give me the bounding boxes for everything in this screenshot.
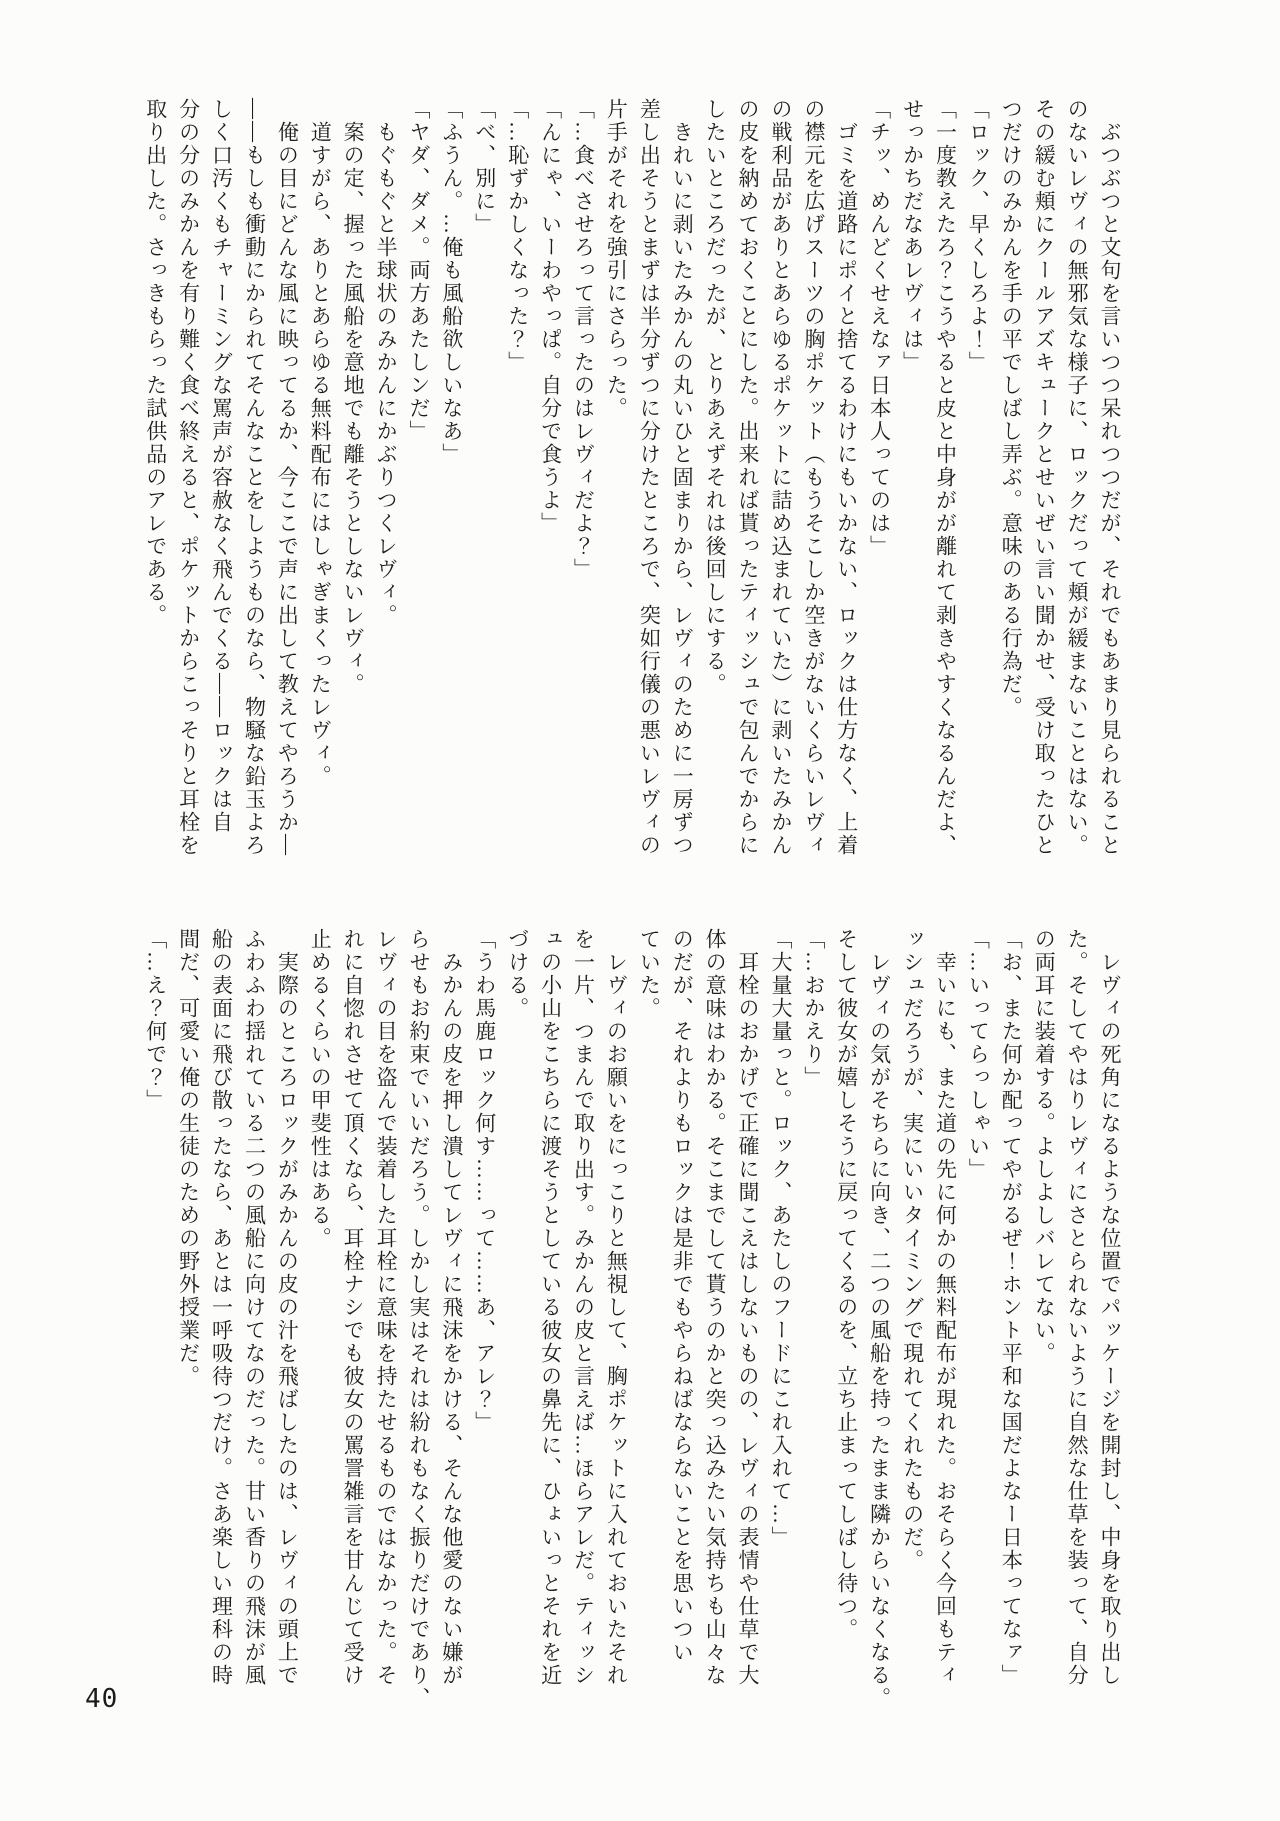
text-line: 止めるくらいの甲斐性はある。: [308, 928, 333, 1250]
text-line: 「ふうん。…俺も風船欲しいなあ」: [439, 98, 464, 466]
text-line: た。そしてやはりレヴィにさとられないように自然な仕草を装って、自分: [1065, 928, 1090, 1687]
text-line: 俺の目にどんな風に映ってるか、今ここで声に出して教えてやろうか―: [275, 98, 300, 857]
text-line: ふわふわ揺れている二つの風船に向けてなのだった。甘い香りの飛沫が風: [242, 928, 267, 1687]
text-line: 「ヤダ、ダメ。両方あたしンだ」: [406, 98, 431, 443]
text-line: 道すがら、ありとあらゆる無料配布にはしゃぎまくったレヴィ。: [308, 98, 333, 788]
text-line: の襟元を広げスーツの胸ポケット（もうそこしか空きがないくらいレヴィ: [801, 98, 826, 857]
text-line: 体の意味はわかる。そこまでして貰うのかと突っ込みたい気持ちも山々な: [703, 928, 728, 1687]
text-line: 「チッ、めんどくせえなァ日本人ってのは」: [867, 98, 892, 558]
text-line: 「…恥ずかしくなった？」: [505, 98, 530, 374]
text-line: しく口汚くもチャーミングな罵声が容赦なく飛んでくる――ロックは自: [209, 98, 234, 834]
text-line: 「…おかえり」: [801, 928, 826, 1089]
text-line: 実際のところロックがみかんの皮の汁を飛ばしたのは、レヴィの頭上で: [275, 928, 300, 1687]
text-line: の両耳に装着する。よしよしバレてない。: [1032, 928, 1057, 1365]
text-line: 片手がそれを強引にさらった。: [604, 98, 629, 420]
text-line: せっかちだなあレヴィは」: [900, 98, 925, 374]
page-number: 40: [85, 1684, 119, 1714]
text-line: レヴィの目を盗んで装着した耳栓に意味を持たせるものではなかった。そ: [374, 928, 399, 1687]
text-line: れに自惚れさせて頂くなら、耳栓ナシでも彼女の罵詈雑言を甘んじて受け: [341, 928, 366, 1687]
text-line: レヴィのお願いをにっこりと無視して、胸ポケットに入れておいたそれ: [604, 928, 629, 1687]
text-line: 「うわ馬鹿ロック何す……って……あ、アレ？」: [472, 928, 497, 1434]
text-line: つだけのみかんを手の平でしばし弄ぶ。意味のある行為だ。: [999, 98, 1024, 719]
text-line: の戦利品がありとあらゆるポケットに詰め込まれていた）に剥いたみかん: [768, 98, 793, 857]
text-line: のだが、それよりもロックは是非でもやらねばならないことを思いつい: [670, 928, 695, 1664]
text-line: 間だ、可愛い俺の生徒のための野外授業だ。: [176, 928, 201, 1388]
top-text-block: [139, 98, 1126, 912]
text-line: ュの小山をこちらに渡そうとしている彼女の鼻先に、ひょいっとそれを近: [538, 928, 563, 1687]
text-line: ぶつぶつと文句を言いつつ呆れつつだが、それでもあまり見られること: [1098, 98, 1122, 857]
text-line: 「…いってらっしゃい」: [966, 928, 991, 1181]
text-line: 「ロック、早くしろよ！」: [966, 98, 991, 374]
text-line: 取り出した。さっきもらった試供品のアレである。: [143, 98, 168, 627]
text-line: したいところだったが、とりあえずそれは後回しにする。: [703, 98, 728, 696]
text-line: 差し出そうとまずは半分ずつに分けたところで、突如行儀の悪いレヴィの: [637, 98, 662, 857]
text-line: 「…食べさせろって言ったのはレヴィだよ？」: [571, 98, 596, 581]
text-line: づける。: [505, 928, 530, 1020]
text-line: らせもお約束でいいだろう。しかし実はそれは紛れもなく振りだけであり、: [406, 928, 431, 1710]
text-line: を一片、つまんで取り出す。みかんの皮と言えば…ほらアレだ。ティッシ: [571, 928, 596, 1687]
text-line: 幸いにも、また道の先に何かの無料配布が現れた。おそらく今回もティ: [933, 928, 958, 1687]
text-line: ッシュだろうが、実にいいタイミングで現れてくれたものだ。: [900, 928, 925, 1572]
text-line: その緩む頬にクールアズキュークとせいぜい言い聞かせ、受け取ったひと: [1032, 98, 1057, 857]
text-line: 「んにゃ、いーわやっぱ。自分で食うよ」: [538, 98, 563, 535]
text-line: のないレヴィの無邪気な様子に、ロックだって頬が緩まないことはない。: [1065, 98, 1090, 857]
text-line: レヴィの死角になるような位置でパッケージを開封し、中身を取り出し: [1098, 928, 1122, 1687]
text-line: 「…え？何で？」: [143, 928, 168, 1112]
text-line: もぐもぐと半球状のみかんにかぶりつくレヴィ。: [374, 98, 399, 627]
text-line: 船の表面に飛び散ったなら、あとは一呼吸待つだけ。さあ楽しい理科の時: [209, 928, 234, 1687]
text-line: レヴィの気がそちらに向き、二つの風船を持ったまま隣からいなくなる。: [867, 928, 892, 1710]
text-line: の皮を納めておくことにした。出来れば貰ったティッシュで包んでからに: [736, 98, 761, 857]
text-line: きれいに剥いたみかんの丸いひと固まりから、レヴィのために一房ずつ: [670, 98, 695, 857]
text-line: 耳栓のおかげで正確に聞こえはしないものの、レヴィの表情や仕草で大: [736, 928, 761, 1687]
text-line: 「大量大量っと。ロック、あたしのフードにこれ入れて…」: [768, 928, 793, 1549]
text-line: 「お、また何か配ってやがるぜ！ホント平和な国だよなー日本ってなァ」: [999, 928, 1024, 1687]
text-line: 「一度教えたろ？こうやると皮と中身がが離れて剥きやすくなるんだよ、: [933, 98, 958, 857]
text-line: みかんの皮を押し潰してレヴィに飛沫をかける、そんな他愛のない嫌が: [439, 928, 464, 1687]
text-line: ゴミを道路にポイと捨てるわけにもいかない、ロックは仕方なく、上着: [834, 98, 859, 857]
text-line: ていた。: [637, 928, 662, 1020]
text-line: 「べ、別に」: [472, 98, 497, 236]
text-line: 案の定、握った風船を意地でも離そうとしないレヴィ。: [341, 98, 366, 696]
text-line: そして彼女が嬉しそうに戻ってくるのを、立ち止まってしばし待つ。: [834, 928, 859, 1641]
text-line: ――もしも衝動にかられてそんなことをしようものなら、物騒な鉛玉よろ: [242, 98, 267, 857]
bottom-text-block: [139, 928, 1126, 1742]
text-line: 分の分のみかんを有り難く食べ終えると、ポケットからこっそりと耳栓を: [176, 98, 201, 857]
